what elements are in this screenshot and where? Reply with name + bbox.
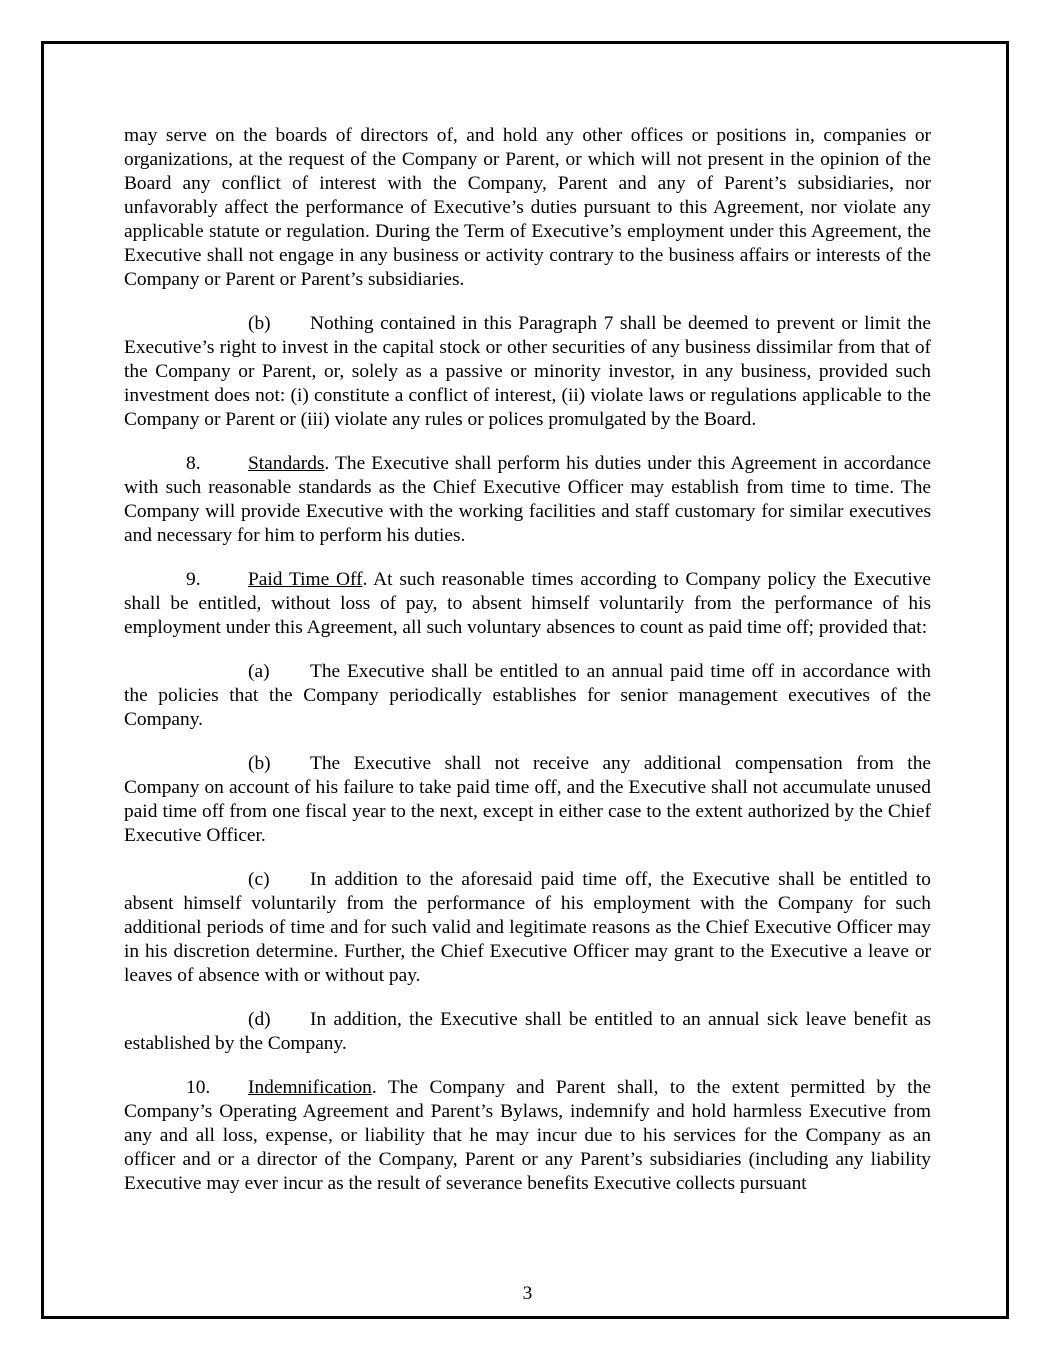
- paragraph-9d: [124, 1008, 931, 1056]
- paragraph-text: may serve on the boards of directors of, and hold any other offices or positions in, companies or organizations, at the request of the Company or Parent, or which will not present in the opinion of the Board any conflict of interest with the Company, Parent and any of Parent’s subsidiaries, nor unfavorably affect the performance of Executive’s duties pursuant to this Agreement, nor violate any applicable statute or regulation. During the Term of Executive’s employment under this Agreement, the Executive shall not engage in any business or activity contrary to the business affairs or interests of the Company or Parent or Parent’s subsidiaries.: [124, 125, 931, 290]
- section-8: [124, 452, 931, 548]
- subsection-marker: (d): [248, 1009, 271, 1030]
- paragraph-9b: [124, 752, 931, 848]
- paragraph-text: In addition, the Executive shall be entitled to an annual sick leave benefit as established by the Company.: [124, 1009, 931, 1054]
- section-number: 9.: [186, 569, 201, 590]
- paragraph-text: Nothing contained in this Paragraph 7 shall be deemed to prevent or limit the Executive’s right to invest in the capital stock or other securities of any business dissimilar from that of the Company or Parent, or, solely as a passive or minority investor, in any business, provided such investment does not: (i) constitute a conflict of interest, (ii) violate laws or regulations applicable to the Company or Parent or (iii) violate any rules or polices promulgated by the Board.: [124, 313, 931, 430]
- subsection-marker: (b): [248, 753, 271, 774]
- section-heading: Indemnification: [248, 1077, 372, 1098]
- paragraph-text: . The Executive shall perform his duties under this Agreement in accordance with such reasonable standards as the Chief Executive Officer may establish from time to time. The Company will provide Executive with the working facilities and staff customary for similar executives and necessary for him to perform his duties.: [124, 453, 931, 546]
- paragraph-text: The Executive shall not receive any additional compensation from the Company on account of his failure to take paid time off, and the Executive shall not accumulate unused paid time off from one fiscal year to the next, except in either case to the extent authorized by the Chief Executive Officer.: [124, 753, 931, 846]
- section-10: [124, 1076, 931, 1196]
- paragraph-9a: [124, 660, 931, 732]
- paragraph-continued: [124, 124, 931, 292]
- subsection-marker: (a): [248, 661, 270, 682]
- section-number: 8.: [186, 453, 201, 474]
- paragraph-text: . At such reasonable times according to Company policy the Executive shall be entitled, without loss of pay, to absent himself voluntarily from the performance of his employment under this Agreement, all such voluntary absences to count as paid time off; provided that:: [124, 569, 932, 638]
- paragraph-text: . The Company and Parent shall, to the extent permitted by the Company’s Operating Agreement and Parent’s Bylaws, indemnify and hold harmless Executive from any and all loss, expense, or liability that he may incur due to his services for the Company as an officer and or a director of the Company, Parent or any Parent’s subsidiaries (including any liability Executive may ever incur as the result of severance benefits Executive collects pursuant: [124, 1077, 931, 1194]
- paragraph-text: In addition to the aforesaid paid time off, the Executive shall be entitled to absent himself voluntarily from the performance of his employment with the Company for such additional periods of time and for such valid and legitimate reasons as the Chief Executive Officer may in his discretion determine. Further, the Chief Executive Officer may grant to the Executive a leave or leaves of absence with or without pay.: [124, 869, 931, 986]
- paragraph-text: The Executive shall be entitled to an annual paid time off in accordance with the policies that the Company periodically establishes for senior management executives of the Company.: [124, 661, 931, 730]
- paragraph-9c: [124, 868, 931, 988]
- document-body: [124, 124, 931, 1216]
- section-9: [124, 568, 931, 640]
- section-heading: Standards: [248, 453, 325, 474]
- section-heading: Paid Time Off: [248, 569, 363, 590]
- paragraph-7b: [124, 312, 931, 432]
- page-number: 3: [522, 1283, 533, 1304]
- section-number: 10.: [186, 1077, 211, 1098]
- subsection-marker: (b): [248, 313, 271, 334]
- subsection-marker: (c): [248, 869, 270, 890]
